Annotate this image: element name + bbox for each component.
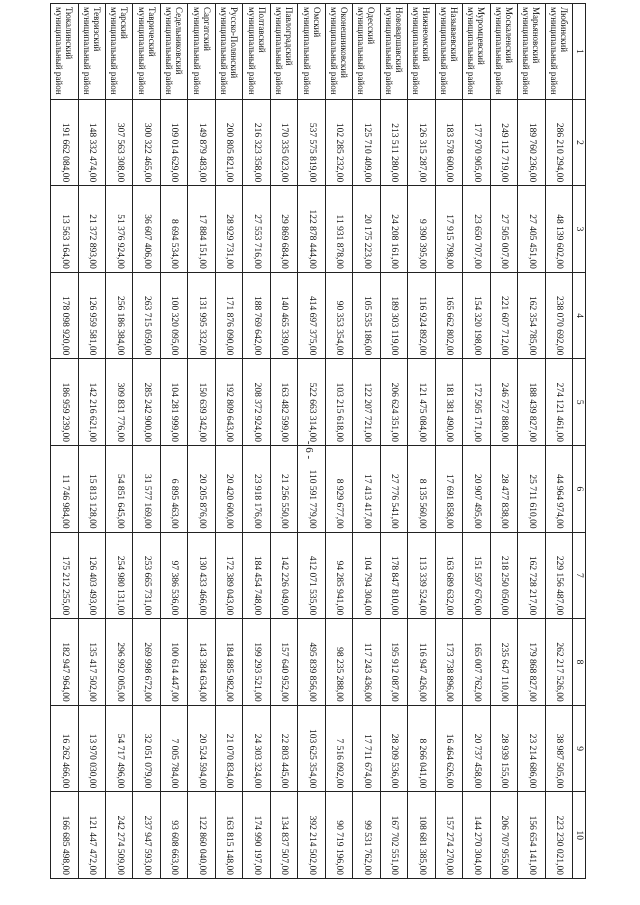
value-cell: 102 285 232,00 [325, 99, 352, 186]
value-cell: 21 070 834,00 [215, 705, 242, 792]
value-cell: 20 737 458,00 [463, 705, 490, 792]
column-header-3: 3 [573, 186, 586, 273]
value-cell: 126 959 581,00 [78, 272, 105, 359]
value-cell: 9 390 395,00 [408, 186, 435, 273]
value-cell: 186 959 239,00 [51, 359, 79, 446]
value-cell: 142 216 621,00 [78, 359, 105, 446]
value-cell: 177 970 905,00 [463, 99, 490, 186]
value-cell: 170 335 023,00 [270, 99, 297, 186]
table-row [215, 4, 242, 879]
value-cell: 27 505 007,00 [490, 186, 517, 273]
value-cell: 16 262 466,00 [51, 705, 79, 792]
value-cell: 20 420 600,00 [215, 446, 242, 533]
value-cell: 27 405 451,00 [518, 186, 545, 273]
value-cell: 238 070 692,00 [545, 272, 572, 359]
column-header-6: 6 [573, 446, 586, 533]
value-cell: 296 992 005,00 [106, 619, 133, 706]
value-cell: 105 535 186,00 [353, 272, 380, 359]
value-cell: 148 332 474,00 [78, 99, 105, 186]
table-row [518, 4, 545, 879]
value-cell: 163 482 599,00 [270, 359, 297, 446]
value-cell: 254 980 131,00 [106, 532, 133, 619]
value-cell: 23 214 686,00 [518, 705, 545, 792]
value-cell: 150 639 342,00 [188, 359, 215, 446]
value-cell: 17 413 417,00 [353, 446, 380, 533]
value-cell: 13 563 164,00 [51, 186, 79, 273]
value-cell: 307 563 308,00 [106, 99, 133, 186]
value-cell: 237 947 593,00 [133, 792, 160, 879]
value-cell: 184 454 748,00 [243, 532, 270, 619]
value-cell: 6 895 463,00 [160, 446, 187, 533]
value-cell: 218 250 050,00 [490, 532, 517, 619]
value-cell: 97 386 536,00 [160, 532, 187, 619]
value-cell: 173 738 896,00 [435, 619, 462, 706]
value-cell: 24 303 324,00 [243, 705, 270, 792]
region-name-cell: Муромцевский муниципальный район [463, 4, 490, 100]
value-cell: 134 837 507,00 [270, 792, 297, 879]
value-cell: 20 524 594,00 [188, 705, 215, 792]
value-cell: 122 878 444,00 [298, 186, 325, 273]
value-cell: 17 915 798,00 [435, 186, 462, 273]
column-header-2: 2 [573, 99, 586, 186]
value-cell: 103 215 618,00 [325, 359, 352, 446]
value-cell: 175 212 255,00 [51, 532, 79, 619]
column-header-5: 5 [573, 359, 586, 446]
value-cell: 121 447 472,00 [78, 792, 105, 879]
value-cell: 184 885 982,00 [215, 619, 242, 706]
value-cell: 157 640 952,00 [270, 619, 297, 706]
value-cell: 149 879 483,00 [188, 99, 215, 186]
region-name-cell: Павлоградский муниципальный район [270, 4, 297, 100]
value-cell: 20 175 223,00 [353, 186, 380, 273]
value-cell: 195 912 087,00 [380, 619, 407, 706]
region-name-cell: Любинский муниципальный район [545, 4, 572, 100]
value-cell: 28 939 155,00 [490, 705, 517, 792]
value-cell: 126 315 287,00 [408, 99, 435, 186]
value-cell: 274 121 461,00 [545, 359, 572, 446]
value-cell: 54 851 645,00 [106, 446, 133, 533]
value-cell: 17 884 151,00 [188, 186, 215, 273]
value-cell: 121 475 084,00 [408, 359, 435, 446]
value-cell: 130 433 466,00 [188, 532, 215, 619]
value-cell: 537 575 819,00 [298, 99, 325, 186]
rotated-table-wrapper [50, 3, 586, 879]
value-cell: 269 998 672,00 [133, 619, 160, 706]
value-cell: 21 372 893,00 [78, 186, 105, 273]
value-cell: 208 372 924,00 [243, 359, 270, 446]
value-cell: 142 226 049,00 [270, 532, 297, 619]
value-cell: 117 243 436,00 [353, 619, 380, 706]
value-cell: 32 051 079,00 [133, 705, 160, 792]
value-cell: 29 869 684,00 [270, 186, 297, 273]
region-name-cell: Нововаршавский муниципальный район [380, 4, 407, 100]
value-cell: 162 728 217,00 [518, 532, 545, 619]
value-cell: 108 681 385,00 [408, 792, 435, 879]
column-header-4: 4 [573, 272, 586, 359]
value-cell: 414 697 375,00 [298, 272, 325, 359]
value-cell: 15 813 128,00 [78, 446, 105, 533]
value-cell: 17 711 674,00 [353, 705, 380, 792]
value-cell: 256 186 384,00 [106, 272, 133, 359]
table-row [435, 4, 462, 879]
region-name-cell: Одесский муниципальный район [353, 4, 380, 100]
value-cell: 182 947 964,00 [51, 619, 79, 706]
value-cell: 188 439 827,00 [518, 359, 545, 446]
value-cell: 163 689 632,00 [435, 532, 462, 619]
value-cell: 13 970 030,00 [78, 705, 105, 792]
budget-table [50, 3, 586, 879]
value-cell: 200 805 821,00 [215, 99, 242, 186]
table-row [353, 4, 380, 879]
table-row [106, 4, 133, 879]
table-row [298, 4, 325, 879]
value-cell: 104 281 999,00 [160, 359, 187, 446]
region-name-cell: Саргатский муниципальный район [188, 4, 215, 100]
value-cell: 23 918 176,00 [243, 446, 270, 533]
value-cell: 166 685 498,00 [51, 792, 79, 879]
value-cell: 48 139 602,00 [545, 186, 572, 273]
value-cell: 23 650 707,00 [463, 186, 490, 273]
value-cell: 157 274 270,00 [435, 792, 462, 879]
value-cell: 181 381 490,00 [435, 359, 462, 446]
region-name-cell: Нижнеомский муниципальный район [408, 4, 435, 100]
table-row [270, 4, 297, 879]
table-row [51, 4, 79, 879]
value-cell: 249 112 719,00 [490, 99, 517, 186]
value-cell: 300 322 465,00 [133, 99, 160, 186]
value-cell: 191 662 084,00 [51, 99, 79, 186]
value-cell: 116 947 426,00 [408, 619, 435, 706]
value-cell: 20 907 495,00 [463, 446, 490, 533]
value-cell: 100 320 095,00 [160, 272, 187, 359]
value-cell: 100 614 447,00 [160, 619, 187, 706]
value-cell: 11 746 984,00 [51, 446, 79, 533]
value-cell: 162 354 785,00 [518, 272, 545, 359]
value-cell: 109 014 629,00 [160, 99, 187, 186]
value-cell: 172 505 171,00 [463, 359, 490, 446]
value-cell: 189 760 236,00 [518, 99, 545, 186]
table-row [380, 4, 407, 879]
value-cell: 8 694 534,00 [160, 186, 187, 273]
region-name-cell: Омский муниципальный район [298, 4, 325, 100]
table-row [243, 4, 270, 879]
value-cell: 7 516 092,00 [325, 705, 352, 792]
value-cell: 392 214 502,00 [298, 792, 325, 879]
table-body [51, 4, 573, 879]
value-cell: 93 608 663,00 [160, 792, 187, 879]
value-cell: 122 860 040,00 [188, 792, 215, 879]
value-cell: 38 987 505,00 [545, 705, 572, 792]
value-cell: 151 597 676,00 [463, 532, 490, 619]
table-row [133, 4, 160, 879]
value-cell: 144 270 304,00 [463, 792, 490, 879]
value-cell: 104 794 304,00 [353, 532, 380, 619]
value-cell: 110 591 779,00 [298, 446, 325, 533]
table-row [325, 4, 352, 879]
value-cell: 495 839 856,00 [298, 619, 325, 706]
value-cell: 309 831 776,00 [106, 359, 133, 446]
value-cell: 116 924 892,00 [408, 272, 435, 359]
column-header-1: 1 [573, 4, 586, 100]
value-cell: 163 815 148,00 [215, 792, 242, 879]
region-name-cell: Оконешниковский муниципальный район [325, 4, 352, 100]
column-header-10: 10 [573, 792, 586, 879]
value-cell: 167 702 551,00 [380, 792, 407, 879]
value-cell: 90 719 196,00 [325, 792, 352, 879]
value-cell: 183 578 600,00 [435, 99, 462, 186]
column-header-9: 9 [573, 705, 586, 792]
value-cell: 24 208 161,00 [380, 186, 407, 273]
region-name-cell: Седельниковский муниципальный район [160, 4, 187, 100]
value-cell: 156 654 141,00 [518, 792, 545, 879]
value-cell: 44 964 974,00 [545, 446, 572, 533]
value-cell: 154 320 198,00 [463, 272, 490, 359]
value-cell: 235 647 110,00 [490, 619, 517, 706]
region-name-cell: Русско-Полянский муниципальный район [215, 4, 242, 100]
value-cell: 206 624 351,00 [380, 359, 407, 446]
value-cell: 103 625 354,00 [298, 705, 325, 792]
region-name-cell: Москаленский муниципальный район [490, 4, 517, 100]
value-cell: 206 707 955,00 [490, 792, 517, 879]
value-cell: 126 403 493,00 [78, 532, 105, 619]
value-cell: 246 727 888,00 [490, 359, 517, 446]
value-cell: 199 293 521,00 [243, 619, 270, 706]
value-cell: 262 217 526,00 [545, 619, 572, 706]
value-cell: 8 266 041,00 [408, 705, 435, 792]
table-row [490, 4, 517, 879]
header-row [573, 4, 586, 879]
region-name-cell: Полтавский муниципальный район [243, 4, 270, 100]
table-row [188, 4, 215, 879]
value-cell: 229 156 487,00 [545, 532, 572, 619]
table-row [160, 4, 187, 879]
value-cell: 165 007 762,00 [463, 619, 490, 706]
table-row [463, 4, 490, 879]
value-cell: 27 776 541,00 [380, 446, 407, 533]
value-cell: 31 577 169,00 [133, 446, 160, 533]
value-cell: 171 876 090,00 [215, 272, 242, 359]
value-cell: 178 098 920,00 [51, 272, 79, 359]
column-header-8: 8 [573, 619, 586, 706]
value-cell: 140 465 339,00 [270, 272, 297, 359]
value-cell: 94 285 941,00 [325, 532, 352, 619]
value-cell: 189 303 119,00 [380, 272, 407, 359]
table-row [408, 4, 435, 879]
value-cell: 8 929 677,00 [325, 446, 352, 533]
region-name-cell: Марьяновский муниципальный район [518, 4, 545, 100]
region-name-cell: Тюкалинский муниципальный район [51, 4, 79, 100]
value-cell: 17 691 858,00 [435, 446, 462, 533]
value-cell: 21 256 550,00 [270, 446, 297, 533]
value-cell: 253 665 731,00 [133, 532, 160, 619]
value-cell: 25 711 610,00 [518, 446, 545, 533]
value-cell: 54 717 496,00 [106, 705, 133, 792]
value-cell: 8 135 560,00 [408, 446, 435, 533]
value-cell: 286 210 294,00 [545, 99, 572, 186]
value-cell: 28 929 731,00 [215, 186, 242, 273]
value-cell: 51 376 924,00 [106, 186, 133, 273]
value-cell: 172 389 043,00 [215, 532, 242, 619]
value-cell: 263 715 059,00 [133, 272, 160, 359]
value-cell: 11 931 878,00 [325, 186, 352, 273]
value-cell: 216 323 358,00 [243, 99, 270, 186]
value-cell: 36 607 406,00 [133, 186, 160, 273]
value-cell: 522 663 314,00 [298, 359, 325, 446]
value-cell: 27 553 716,00 [243, 186, 270, 273]
value-cell: 7 005 784,00 [160, 705, 187, 792]
value-cell: 165 662 802,00 [435, 272, 462, 359]
value-cell: 20 205 876,00 [188, 446, 215, 533]
value-cell: 122 207 721,00 [353, 359, 380, 446]
table-row [545, 4, 572, 879]
value-cell: 90 353 354,00 [325, 272, 352, 359]
region-name-cell: Тевризский муниципальный район [78, 4, 105, 100]
value-cell: 285 242 900,00 [133, 359, 160, 446]
value-cell: 213 511 280,00 [380, 99, 407, 186]
value-cell: 16 464 626,00 [435, 705, 462, 792]
value-cell: 28 209 536,00 [380, 705, 407, 792]
value-cell: 135 417 502,00 [78, 619, 105, 706]
page-number: - 6 - [303, 440, 315, 460]
value-cell: 192 809 643,00 [215, 359, 242, 446]
value-cell: 178 847 810,00 [380, 532, 407, 619]
value-cell: 221 607 712,00 [490, 272, 517, 359]
value-cell: 131 995 332,00 [188, 272, 215, 359]
value-cell: 174 990 197,00 [243, 792, 270, 879]
value-cell: 98 235 288,00 [325, 619, 352, 706]
value-cell: 188 769 642,00 [243, 272, 270, 359]
value-cell: 242 274 509,00 [106, 792, 133, 879]
region-name-cell: Тарский муниципальный район [106, 4, 133, 100]
value-cell: 28 477 838,00 [490, 446, 517, 533]
region-name-cell: Называевский муниципальный район [435, 4, 462, 100]
value-cell: 125 710 409,00 [353, 99, 380, 186]
value-cell: 99 531 762,00 [353, 792, 380, 879]
value-cell: 223 230 021,00 [545, 792, 572, 879]
table-row [78, 4, 105, 879]
region-name-cell: Таврический муниципальный район [133, 4, 160, 100]
value-cell: 143 384 634,00 [188, 619, 215, 706]
value-cell: 412 071 535,00 [298, 532, 325, 619]
value-cell: 179 868 827,00 [518, 619, 545, 706]
column-header-7: 7 [573, 532, 586, 619]
value-cell: 113 339 524,00 [408, 532, 435, 619]
value-cell: 22 803 445,00 [270, 705, 297, 792]
